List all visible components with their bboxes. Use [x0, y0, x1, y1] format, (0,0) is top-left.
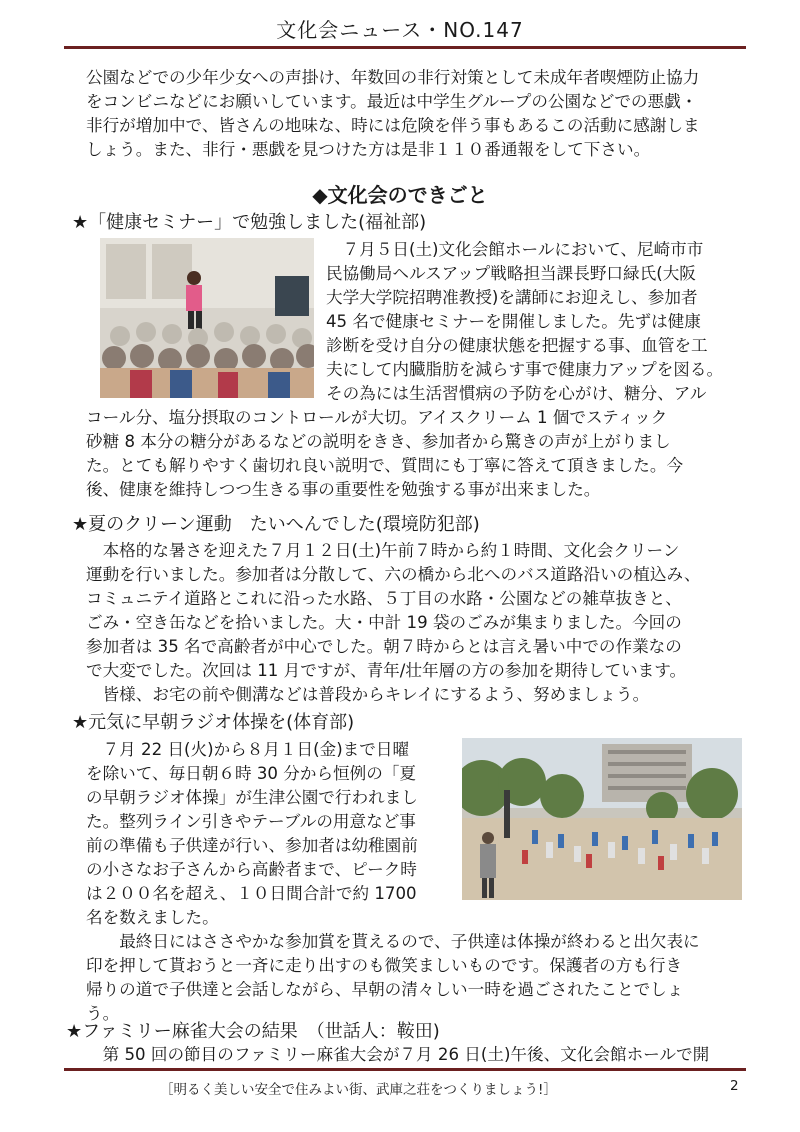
mahjong-text	[86, 1043, 746, 1067]
seminar-line: ７月５日(土)文化会館ホールにおいて、尼崎市市	[342, 240, 704, 259]
seminar-line: 診断を受け自分の健康状態を把握する事、血管を工	[326, 336, 708, 355]
seminar-heading: ★「健康セミナー」で勉強しました(福祉部)	[72, 212, 427, 233]
intro-line: しょう。また、非行・悪戯を見つけた方は是非１１０番通報をして下さい。	[86, 140, 651, 159]
seminar-photo	[100, 238, 314, 398]
page-title: 文化会ニュース・NO.147	[276, 18, 524, 42]
radio-line: た。整列ライン引きやテーブルの用意など事	[86, 812, 416, 831]
seminar-line: 砂糖 8 本分の糖分があるなどの説明をきき、参加者から驚きの声が上がりまし	[86, 432, 671, 451]
seminar-line: 大学大学院招聘准教授)を講師にお迎えし、参加者	[326, 288, 698, 307]
radio-line: の早朝ラジオ体操」が生津公園で行われまし	[86, 788, 418, 807]
radio-text-full	[86, 930, 746, 1026]
radio-line: 印を押して貰おうと一斉に走り出すのも微笑ましいものです。保護者の方も行き	[86, 956, 683, 975]
radio-line: 帰りの道で子供達と会話しながら、早朝の清々しい一時を過ごされたことでしょ	[86, 980, 684, 999]
cleanup-line: ごみ・空き缶などを拾いました。大・中計 19 袋のごみが集まりました。今回の	[86, 613, 682, 632]
seminar-text-full	[86, 406, 746, 502]
cleanup-line: 本格的な暑さを迎えた７月１２日(土)午前７時から約１時間、文化会クリーン	[102, 541, 680, 560]
radio-line: の小さなお子さんから高齢者まで、ピーク時	[86, 860, 417, 879]
radio-line: 前の準備も子供達が行い、参加者は幼稚園前	[86, 836, 418, 855]
mahjong-line: 第 50 回の節目のファミリー麻雀大会が７月 26 日(土)午後、文化会館ホールで開	[102, 1045, 710, 1064]
cleanup-line: 皆様、お宅の前や側溝などは普段からキレイにするよう、努めましょう。	[102, 685, 650, 704]
section-title: ◆文化会のできごと	[312, 183, 488, 207]
seminar-text-wrapped	[326, 238, 746, 406]
radio-line: を除いて、毎日朝６時 30 分から恒例の「夏	[86, 764, 417, 783]
cleanup-text	[86, 539, 746, 707]
header-rule	[64, 46, 746, 49]
seminar-line: 民協働局ヘルスアップ戦略担当課長野口緑氏(大阪	[326, 264, 696, 283]
radio-line: う。	[86, 1004, 120, 1023]
seminar-line: 後、健康を維持しつつ生きる事の重要性を勉強する事が出来ました。	[86, 480, 601, 499]
seminar-line: その為には生活習慣病の予防を心がけ、糖分、アル	[326, 384, 707, 403]
cleanup-line: コミュニテイ道路とこれに沿った水路、５丁目の水路・公園などの雑草抜きと、	[86, 589, 682, 608]
radio-line: ７月 22 日(火)から８月１日(金)まで日曜	[102, 740, 410, 759]
page-number: 2	[730, 1078, 739, 1094]
seminar-line: 45 名で健康セミナーを開催しました。先ずは健康	[326, 312, 701, 331]
footer-rule	[64, 1068, 746, 1071]
intro-line: 非行が増加中で、皆さんの地味な、時には危険を伴う事もあるこの活動に感謝しま	[86, 116, 700, 135]
footer-slogan: ［明るく美しい安全で住みよい街、武庫之荘をつくりましょう!］	[160, 1082, 557, 1098]
intro-paragraph	[86, 66, 746, 162]
radio-heading: ★元気に早朝ラジオ体操を(体育部)	[72, 712, 355, 733]
seminar-line: た。とても解りやすく歯切れ良い説明で、質問にも丁寧に答えて頂きました。今	[86, 456, 684, 475]
radio-photo	[462, 738, 742, 900]
radio-line: は２００名を超え、１０日間合計で約 1700	[86, 884, 417, 903]
cleanup-line: 運動を行いました。参加者は分散して、六の橋から北へのバス道路沿いの植込み、	[86, 565, 701, 584]
radio-text-wrapped	[86, 738, 454, 930]
intro-line: をコンビニなどにお願いしています。最近は中学生グループの公園などでの悪戯・	[86, 92, 698, 111]
radio-line: 最終日にはささやかな参加賞を貰えるので、子供達は体操が終わると出欠表に	[119, 932, 700, 951]
seminar-line: 夫にして内臓脂肪を減らす事で健康力アップを図る。	[326, 360, 724, 379]
radio-line: 名を数えました。	[86, 908, 219, 927]
cleanup-line: 参加者は 35 名で高齢者が中心でした。朝７時からとは言え暑い中での作業なの	[86, 637, 682, 656]
mahjong-heading: ★ファミリー麻雀大会の結果 （世話人：鞍田)	[66, 1021, 440, 1042]
seminar-line: コール分、塩分摂取のコントロールが大切。アイスクリーム 1 個でスティック	[86, 408, 668, 427]
intro-line: 公園などでの少年少女への声掛け、年数回の非行対策として未成年者喫煙防止協力	[86, 68, 700, 87]
cleanup-heading: ★夏のクリーン運動 たいへんでした(環境防犯部)	[72, 514, 480, 535]
cleanup-line: で大変でした。次回は 11 月ですが、青年/壮年層の方の参加を期待しています。	[86, 661, 687, 680]
